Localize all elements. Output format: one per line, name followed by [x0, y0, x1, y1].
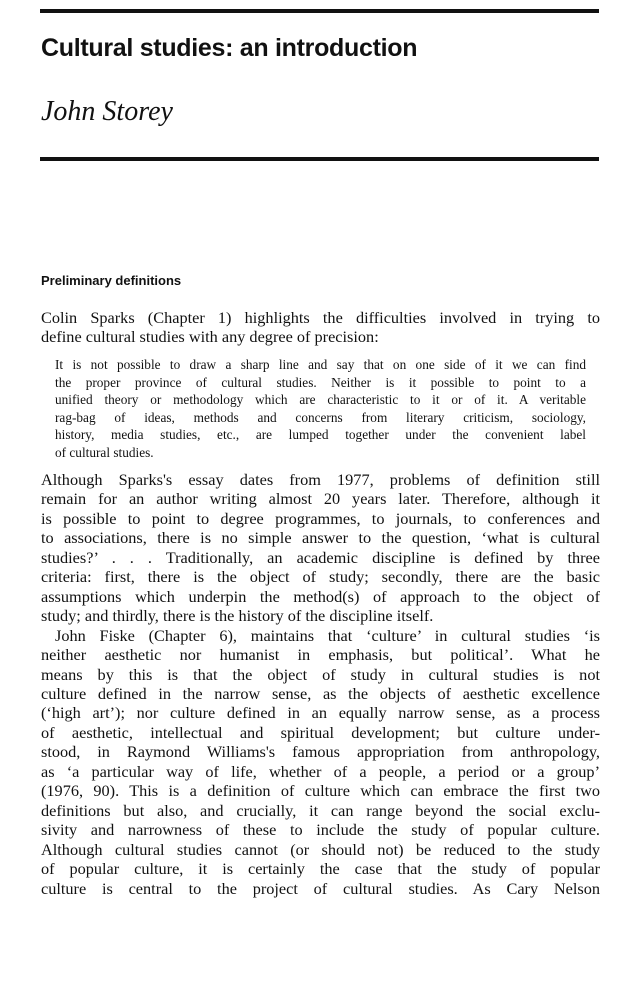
- text-line: is possible to point to degree programmes, to journals, to conferences and: [41, 508, 600, 528]
- text-line: to associations, there is no simple answer to the question, ‘what is cultural: [41, 528, 600, 548]
- quote-line: history, media studies, etc., are lumped together under the convenient label: [55, 427, 586, 443]
- text-line: Although Sparks's essay dates from 1977, problems of definition still: [41, 470, 600, 489]
- quote-line: the proper province of cultural studies. Neither is it possible to point to a: [55, 374, 586, 390]
- text-line: assumptions which underpin the method(s) of approach to the object of: [41, 586, 600, 606]
- quote-line: It is not possible to draw a sharp line and say that on one side of it we can find: [55, 357, 586, 372]
- text-line: sivity and narrowness of these to include the study of popular culture.: [41, 820, 600, 840]
- quote-line: unified theory or methodology which are characteristic to it or of it. A veritable: [55, 392, 586, 408]
- text-line: of aesthetic, intellectual and spiritual development; but culture under-: [41, 722, 600, 742]
- text-line: definitions but also, and crucially, it can range beyond the social exclu-: [41, 800, 600, 820]
- chapter-title: Cultural studies: an introduction: [41, 34, 418, 62]
- quote-line: of cultural studies.: [55, 444, 154, 460]
- chapter-author: John Storey: [41, 96, 173, 127]
- text-line: Colin Sparks (Chapter 1) highlights the difficulties involved in trying to: [41, 308, 600, 327]
- text-line: (1976, 90). This is a definition of culture which can embrace the first two: [41, 781, 600, 801]
- text-line: define cultural studies with any degree of precision:: [41, 327, 379, 347]
- text-line: means by this is that the object of study in cultural studies is not: [41, 664, 600, 684]
- text-line: remain for an author writing almost 20 years later. Therefore, although it: [41, 489, 600, 509]
- text-line: (‘high art’); nor culture defined in an equally narrow sense, as a process: [41, 703, 600, 723]
- text-line: study; and thirdly, there is the history of the discipline itself.: [41, 606, 434, 626]
- block-quote: [55, 356, 586, 462]
- text-line: studies?’ . . . Traditionally, an academic discipline is defined by three: [41, 547, 600, 567]
- body-text: [41, 470, 600, 898]
- text-line: stood, in Raymond Williams's famous appropriation from anthropology,: [41, 742, 600, 762]
- text-line: neither aesthetic nor humanist in emphasis, but political’. What he: [41, 645, 600, 665]
- title-rule: [40, 157, 599, 161]
- text-line: Although cultural studies cannot (or should not) be reduced to the study: [41, 839, 600, 859]
- paragraph-fiske: [41, 626, 600, 898]
- text-line: John Fiske (Chapter 6), maintains that ‘culture’ in cultural studies ‘is: [55, 625, 600, 645]
- text-line: culture is central to the project of cultural studies. As Cary Nelson: [41, 878, 600, 898]
- intro-paragraph: [41, 308, 600, 347]
- text-line: culture defined in the narrow sense, as the objects of aesthetic excellence: [41, 683, 600, 703]
- quote-line: rag-bag of ideas, methods and concerns from literary criticism, sociology,: [55, 409, 586, 425]
- text-line: criteria: first, there is the object of study; secondly, there are the basic: [41, 567, 600, 587]
- section-heading: Preliminary definitions: [41, 273, 182, 288]
- text-line: of popular culture, it is certainly the case that the study of popular: [41, 859, 600, 879]
- text-line: as ‘a particular way of life, whether of a people, a period or a group’: [41, 761, 600, 781]
- top-rule: [40, 9, 599, 13]
- paragraph-sparks: [41, 470, 600, 626]
